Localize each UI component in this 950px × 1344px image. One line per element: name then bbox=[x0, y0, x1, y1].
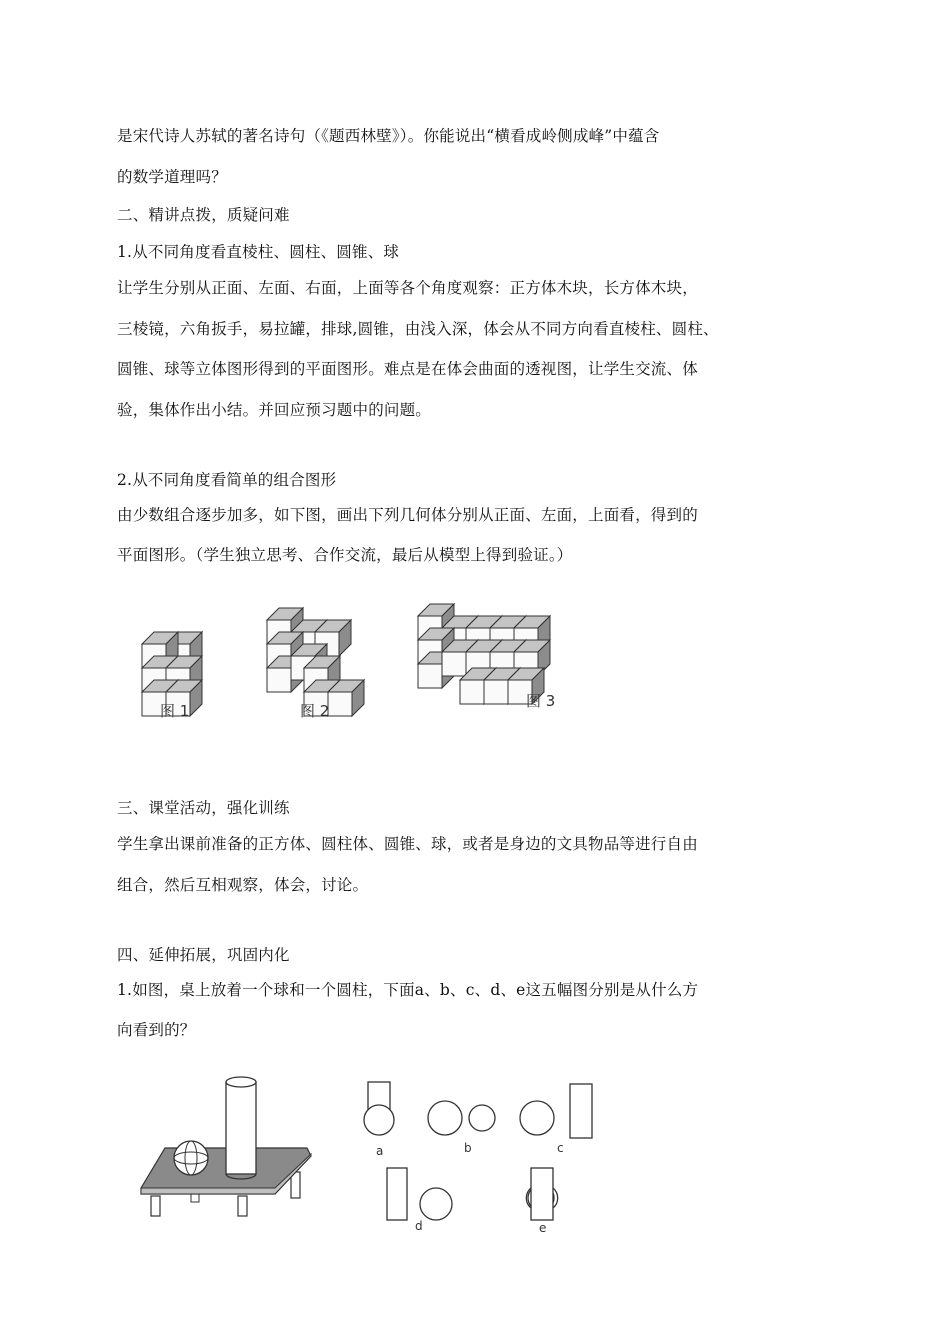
section-heading: 四、延伸拓展，巩固内化 bbox=[117, 946, 290, 964]
paragraph-line: 验，集体作出小结。并回应预习题中的问题。 bbox=[117, 401, 432, 419]
paragraph-line: 是宋代诗人苏轼的著名诗句（《题西林壁》）。你能说出“横看成岭侧成峰”中蕴含 bbox=[117, 127, 660, 145]
paragraph-line: 圆锥、球等立体图形得到的平面图形。难点是在体会曲面的透视图，让学生交流、体 bbox=[117, 360, 698, 378]
view-a bbox=[364, 1082, 394, 1135]
list-item: 2.从不同角度看简单的组合图形 bbox=[117, 471, 337, 489]
list-item: 1.从不同角度看直棱柱、圆柱、圆锥、球 bbox=[117, 243, 400, 261]
view-d bbox=[387, 1168, 452, 1220]
view-label: c bbox=[557, 1141, 564, 1155]
view-label: e bbox=[539, 1221, 547, 1235]
table-views-figure bbox=[125, 1060, 625, 1250]
paragraph-line: 组合，然后互相观察，体会，讨论。 bbox=[117, 876, 369, 894]
table-scene bbox=[141, 1077, 311, 1216]
list-item: 1.如图，桌上放着一个球和一个圆柱，下面a、b、c、d、e这五幅图分别是从什么方 bbox=[117, 981, 699, 999]
view-label: a bbox=[376, 1144, 384, 1158]
paragraph-line: 三棱镜，六角扳手，易拉罐，排球,圆锥，由浅入深，体会从不同方向看直棱柱、圆柱、 bbox=[117, 320, 719, 338]
view-label: b bbox=[464, 1141, 472, 1155]
paragraph-line: 让学生分别从正面、左面、右面，上面等各个角度观察：正方体木块，长方体木块， bbox=[117, 279, 698, 297]
cube-figures bbox=[120, 590, 580, 730]
figure-caption: 图 3 bbox=[526, 692, 556, 710]
view-e bbox=[526, 1168, 557, 1220]
block-figure-3 bbox=[418, 604, 550, 704]
block-figure-2 bbox=[267, 608, 364, 716]
paragraph-line: 学生拿出课前准备的正方体、圆柱体、圆锥、球，或者是身边的文具物品等进行自由 bbox=[117, 835, 698, 853]
paragraph-line: 的数学道理吗？ bbox=[117, 168, 227, 186]
view-label: d bbox=[415, 1219, 423, 1233]
paragraph-line: 平面图形。（学生独立思考、合作交流，最后从模型上得到验证。） bbox=[117, 546, 573, 564]
view-c bbox=[520, 1084, 592, 1138]
figure-caption: 图 2 bbox=[300, 702, 330, 720]
section-heading: 二、精讲点拨，质疑问难 bbox=[117, 206, 290, 224]
section-heading: 三、课堂活动，强化训练 bbox=[117, 799, 290, 817]
paragraph-line: 由少数组合逐步加多，如下图，画出下列几何体分别从正面、左面，上面看，得到的 bbox=[117, 506, 698, 524]
figure-caption: 图 1 bbox=[160, 702, 190, 720]
view-b bbox=[428, 1101, 495, 1135]
paragraph-line: 向看到的？ bbox=[117, 1021, 196, 1039]
